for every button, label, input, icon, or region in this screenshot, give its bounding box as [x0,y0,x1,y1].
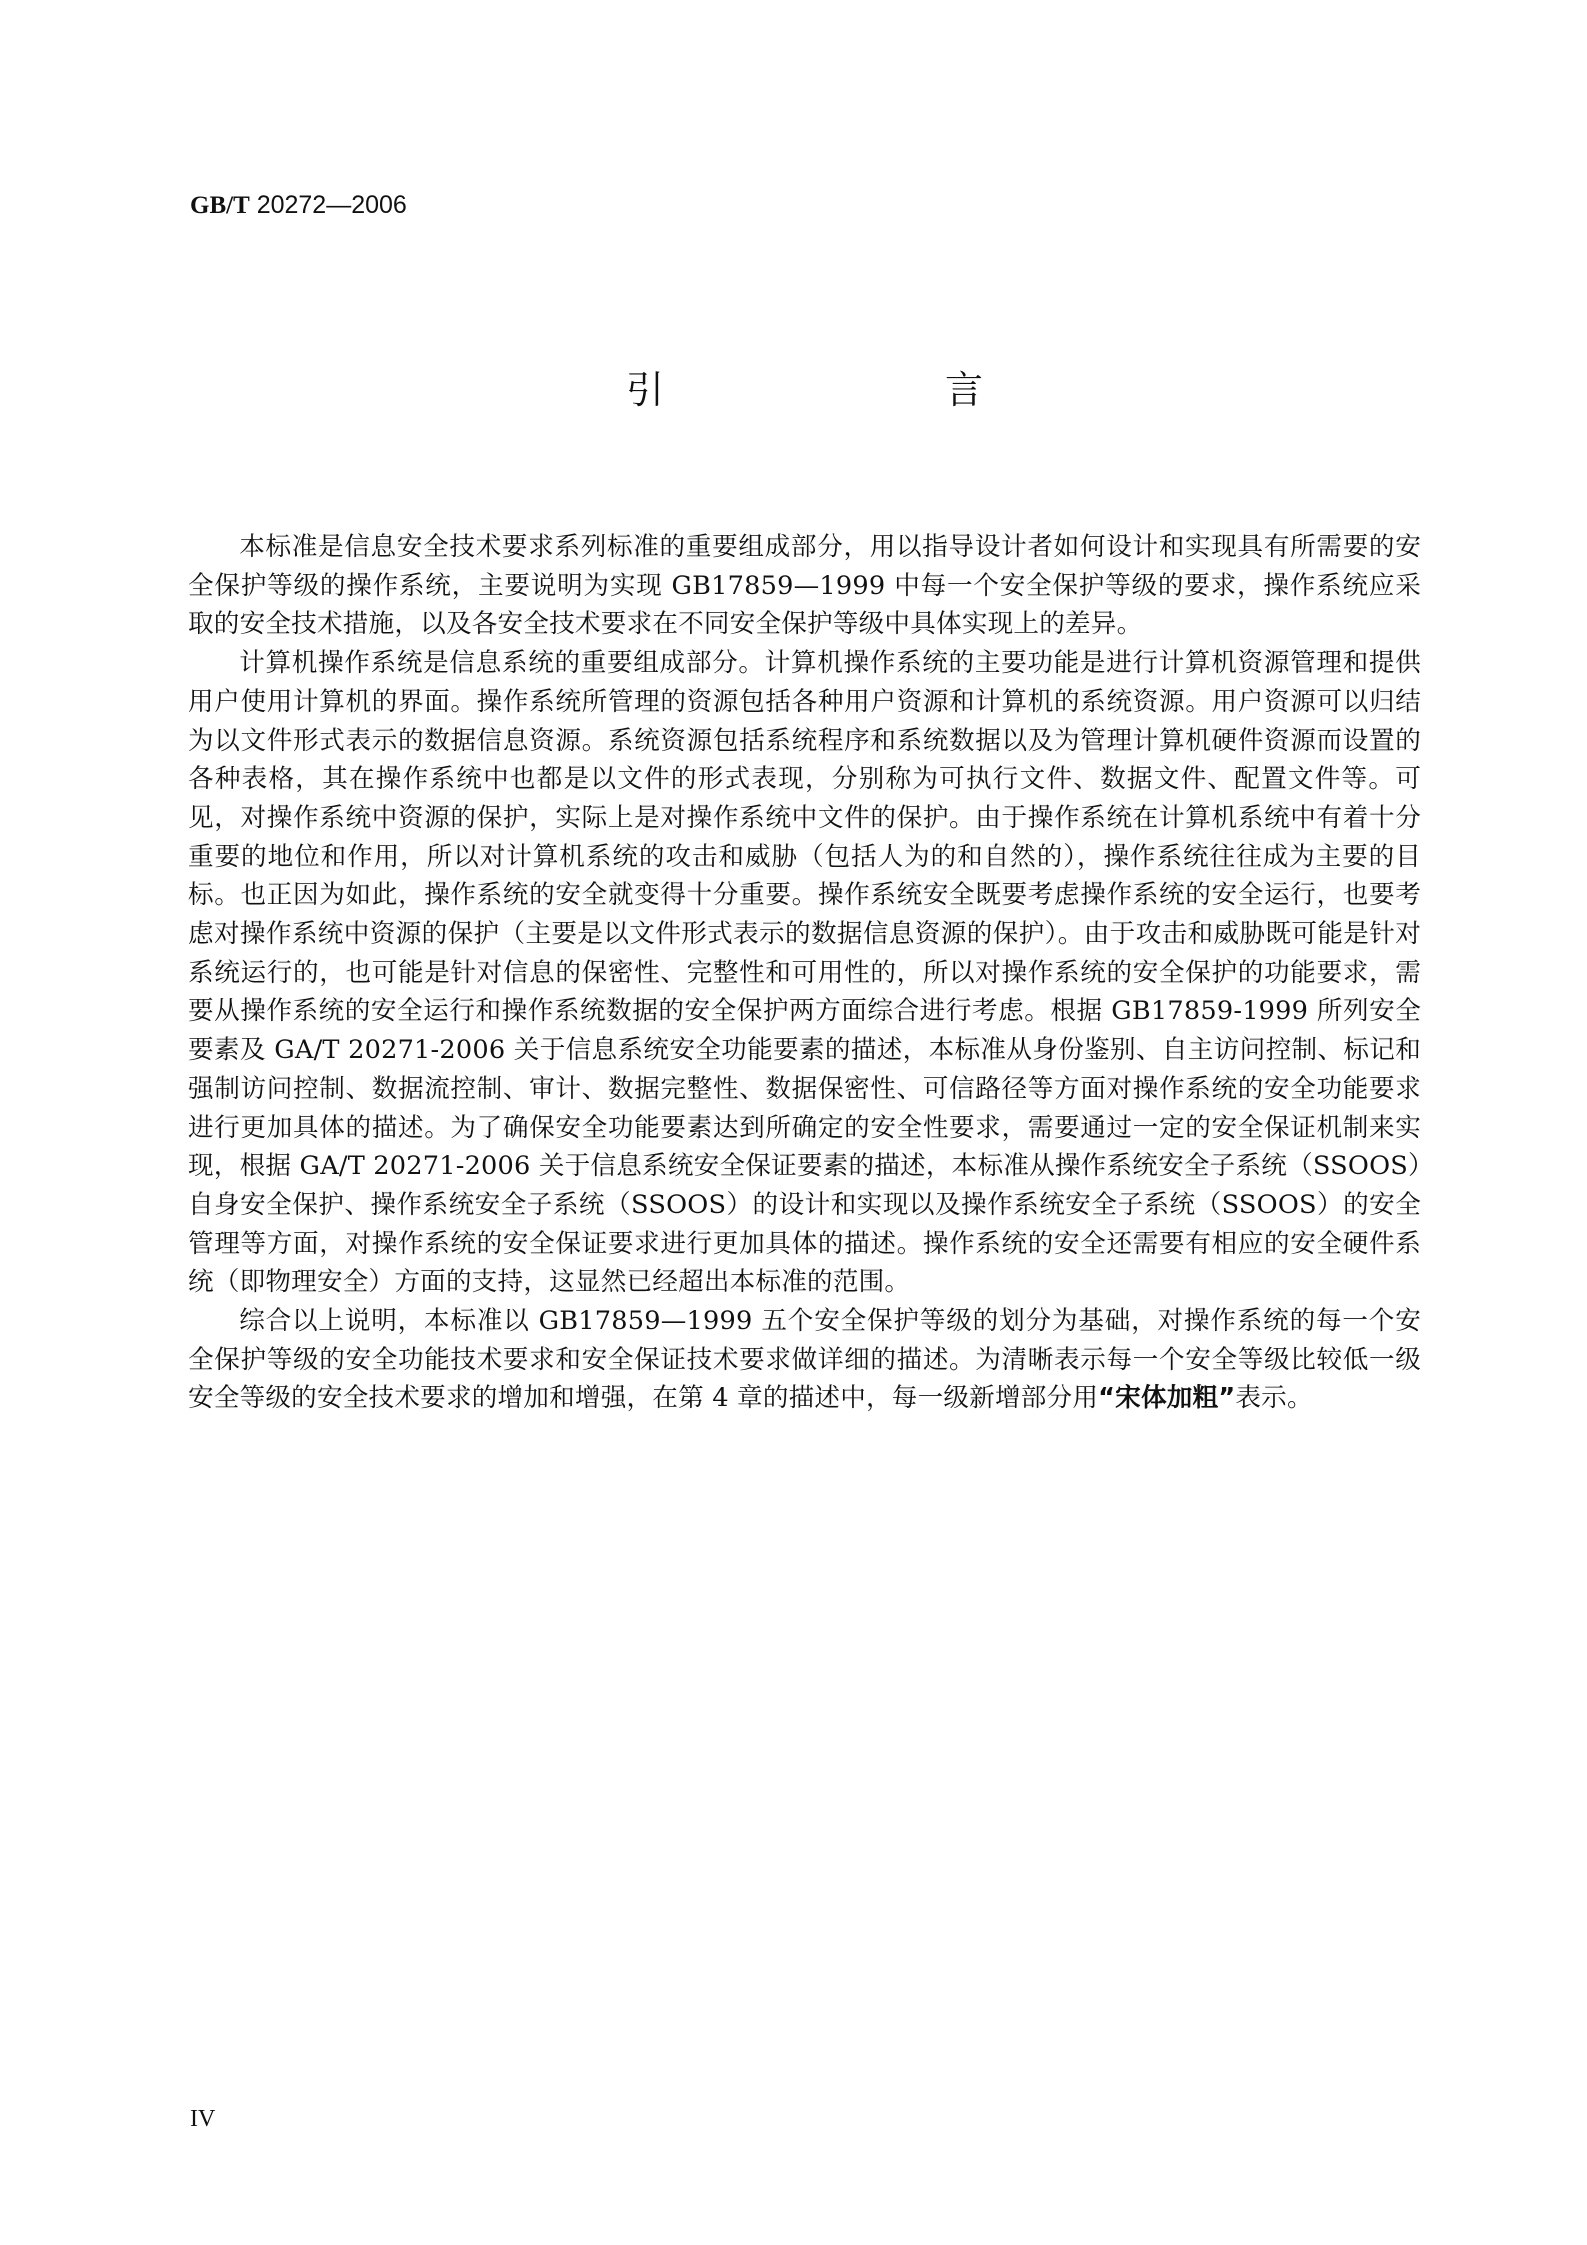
page-title-char-2: 言 [945,368,984,412]
page-title-char-1: 引 [626,368,665,412]
paragraph-3-tail: 表示。 [1235,1383,1313,1414]
standard-code-header [190,190,407,221]
paragraph-3-text: 综合以上说明，本标准以 GB17859—1999 五个安全保护等级的划分为基础，对操作系统的每一个安全保护等级的安全功能技术要求和安全保证技术要求做详细的描述。为清晰表示每一个安全等级比较低一级安全等级的安全技术要求的增加和增强，在第 4 章的描述中，每一级新增部分用 [188,1306,1421,1414]
standard-code-prefix: GB/T [190,192,250,219]
paragraph-2: 计算机操作系统是信息系统的重要组成部分。计算机操作系统的主要功能是进行计算机资源管理和提供用户使用计算机的界面。操作系统所管理的资源包括各种用户资源和计算机的系统资源。用户资源可以归结为以文件形式表示的数据信息资源。系统资源包括系统程序和系统数据以及为管理计算机硬件资源而设置的各种表格，其在操作系统中也都是以文件的形式表现，分别称为可执行文件、数据文件、配置文件等。可见，对操作系统中资源的保护，实际上是对操作系统中文件的保护。由于操作系统在计算机系统中有着十分重要的地位和作用，所以对计算机系统的攻击和威胁（包括人为的和自然的），操作系统往往成为主要的目标。也正因为如此，操作系统的安全就变得十分重要。操作系统安全既要考虑操作系统的安全运行，也要考虑对操作系统中资源的保护（主要是以文件形式表示的数据信息资源的保护）。由于攻击和威胁既可能是针对系统运行的，也可能是针对信息的保密性、完整性和可用性的，所以对操作系统的安全保护的功能要求，需要从操作系统的安全运行和操作系统数据的安全保护两方面综合进行考虑。根据 GB17859-1999 所列安全要素及 GA/T 20271-2006 关于信息系统安全功能要素的描述，本标准从身份鉴别、自主访问控制、标记和强制访问控制、数据流控制、审计、数据完整性、数据保密性、可信路径等方面对操作系统的安全功能要求进行更加具体的描述。为了确保安全功能要素达到所确定的安全性要求，需要通过一定的安全保证机制来实现，根据 GA/T 20271-2006 关于信息系统安全保证要素的描述，本标准从操作系统安全子系统（SSOOS）自身安全保护、操作系统安全子系统（SSOOS）的设计和实现以及操作系统安全子系统（SSOOS）的安全管理等方面，对操作系统的安全保证要求进行更加具体的描述。操作系统的安全还需要有相应的安全硬件系统（即物理安全）方面的支持，这显然已经超出本标准的范围。 [188,648,1421,1298]
standard-code-number: 20272—2006 [249,191,407,219]
introduction-body [188,528,1421,1418]
page-title [0,365,1587,415]
paragraph-1: 本标准是信息安全技术要求系列标准的重要组成部分，用以指导设计者如何设计和实现具有所需要的安全保护等级的操作系统，主要说明为实现 GB17859—1999 中每一个安全保护等级的要求，操作系统应采取的安全技术措施，以及各安全技术要求在不同安全保护等级中具体实现上的差异。 [188,532,1421,640]
paragraph-3 [188,1302,1421,1418]
bold-emphasis: “宋体加粗” [1098,1383,1236,1414]
page-number: IV [190,2106,216,2132]
